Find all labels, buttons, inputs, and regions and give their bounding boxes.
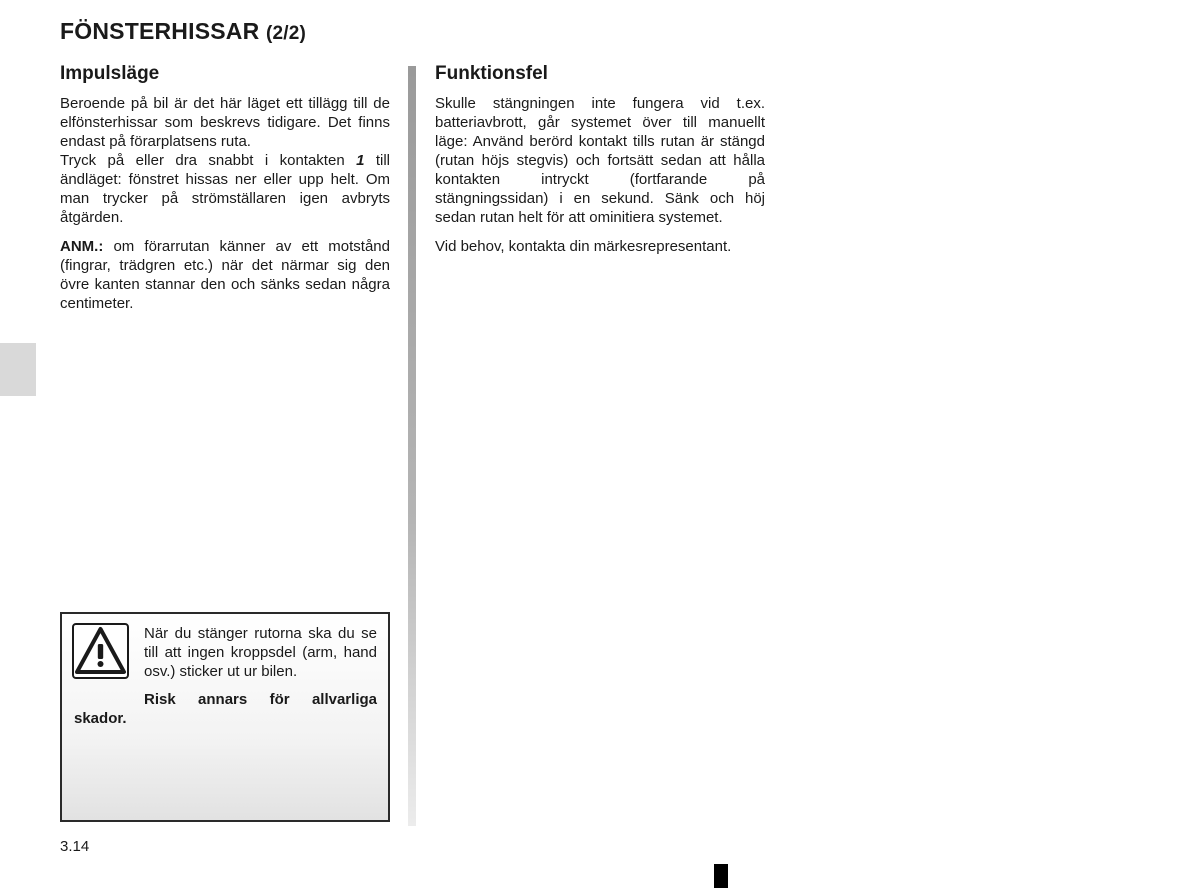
section-heading-malfunction: Funktionsfel [435,63,548,84]
malfunction-paragraph-2: Vid behov, kontakta din märkesrepresentant. [435,238,732,255]
impulse-note [60,237,390,313]
chapter-tab [0,343,36,396]
page-title [60,18,306,45]
note-text: om förarrutan känner av ett motstånd (fingrar, trädgren etc.) när det närmar sig den övre kanten stannar den och sänks sedan några centimeter. [60,238,390,312]
malfunction-paragraph-1: Skulle stängningen inte fungera vid t.ex. batteriavbrott, går systemet över till manuellt läge: Använd berörd kontakt tills rutan är stängd (rutan höjs stegvis) och fortsätt sedan att hålla kontakten intryckt (fortfarande på stängningssidan) i en sekund. Sänk och höj sedan rutan helt för att ominitiera systemet. [435,95,765,226]
warning-triangle-icon [72,623,129,679]
page-title-text: FÖNSTERHISSAR [60,18,260,44]
section-heading-impulse-mode: Impulsläge [60,63,160,84]
column-divider [408,66,416,826]
left-column [60,62,390,313]
page-title-part: (2/2) [266,23,307,44]
warning-box [60,612,390,822]
impulse-paragraph-2-end: till ändläget: fönstret hissas ner eller upp helt. Om man trycker på strömställaren igen avbryts åtgärden. [60,152,390,226]
warning-text: När du stänger rutorna ska du se till att ingen kroppsdel (arm, hand osv.) sticker ut ur bilen. [144,625,377,680]
right-column [435,62,765,256]
warning-risk [74,690,377,728]
impulse-paragraph-2 [60,151,390,227]
corner-mark [714,864,728,888]
warning-risk-line-1: Risk annars för allvarliga [144,691,377,708]
impulse-paragraph-2-start: Tryck på eller dra snabbt i kontakten [60,152,357,169]
warning-risk-line-2: skador. [74,710,127,727]
switch-reference-number: 1 [356,152,365,169]
note-label: ANM.: [60,238,104,255]
page-number: 3.14 [60,838,90,855]
impulse-paragraph-1: Beroende på bil är det här läget ett tillägg till de elfönsterhissar som beskrevs tidigare. Det finns endast på förarplatsens ruta. [60,95,390,150]
